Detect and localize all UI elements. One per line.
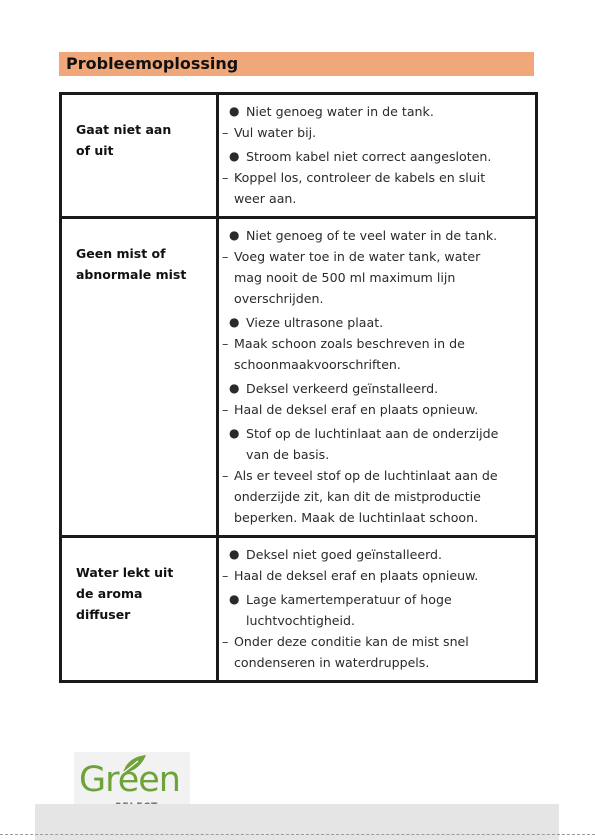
cause-text: Deksel niet goed geïnstalleerd. — [246, 547, 443, 562]
solution-text: Haal de deksel eraf en plaats opnieuw. — [234, 568, 479, 583]
dash-icon: – — [222, 125, 229, 140]
dash-icon: – — [222, 170, 229, 185]
solution-item — [222, 465, 529, 528]
dash-icon: – — [222, 634, 229, 649]
cause-item — [222, 312, 529, 333]
problem-label: of uit — [76, 143, 114, 158]
solution-text: Vul water bij. — [234, 125, 317, 140]
problem-label: Gaat niet aan — [76, 122, 172, 137]
problem-label: de aroma — [76, 586, 143, 601]
solution-text: mag nooit de 500 ml maximum lijn — [234, 270, 456, 285]
solution-text: overschrijden. — [234, 291, 324, 306]
cause-text: Niet genoeg water in de tank. — [246, 104, 434, 119]
solution-text: Voeg water toe in de water tank, water — [234, 249, 481, 264]
solution-text: weer aan. — [234, 191, 297, 206]
bullet-icon: ● — [229, 592, 240, 606]
bullet-icon: ● — [229, 315, 240, 329]
bullet-icon: ● — [229, 104, 240, 118]
problem-cell — [61, 218, 218, 537]
solution-text: onderzijde zit, kan dit de mistproductie — [234, 489, 481, 504]
solution-cell — [218, 218, 537, 537]
solution-text: Onder deze conditie kan de mist snel — [234, 634, 469, 649]
solution-item — [222, 565, 529, 586]
cause-text: Deksel verkeerd geïnstalleerd. — [246, 381, 439, 396]
problem-label: abnormale mist — [76, 267, 187, 282]
cause-item — [222, 378, 529, 399]
cause-text: Lage kamertemperatuur of hoge — [246, 592, 452, 607]
solution-text: Haal de deksel eraf en plaats opnieuw. — [234, 402, 479, 417]
cause-text: Niet genoeg of te veel water in de tank. — [246, 228, 498, 243]
solution-item — [222, 631, 529, 673]
dash-icon: – — [222, 249, 229, 264]
problem-label: diffuser — [76, 607, 131, 622]
solution-cell — [218, 94, 537, 218]
dash-icon: – — [222, 402, 229, 417]
cause-text: Vieze ultrasone plaat. — [246, 315, 384, 330]
solution-text: schoonmaakvoorschriften. — [234, 357, 401, 372]
table-row — [61, 94, 537, 218]
dash-icon: – — [222, 468, 229, 483]
solution-item — [222, 399, 529, 420]
cause-item — [222, 544, 529, 565]
bullet-icon: ● — [229, 426, 240, 440]
dash-icon: – — [222, 336, 229, 351]
logo-word: Green — [79, 760, 180, 800]
cause-item — [222, 101, 529, 122]
footer-divider — [0, 834, 595, 839]
problem-cell — [61, 537, 218, 682]
table-row — [61, 218, 537, 537]
solution-text: Maak schoon zoals beschreven in de — [234, 336, 465, 351]
cause-item — [222, 146, 529, 167]
dash-icon: – — [222, 568, 229, 583]
problem-label: Geen mist of — [76, 246, 166, 261]
troubleshooting-table — [59, 92, 538, 683]
problem-cell — [61, 94, 218, 218]
bullet-icon: ● — [229, 149, 240, 163]
cause-text: luchtvochtigheid. — [246, 613, 356, 628]
solution-item — [222, 333, 529, 375]
solution-text: Als er teveel stof op de luchtinlaat aan de — [234, 468, 498, 483]
table-row — [61, 537, 537, 682]
solution-cell — [218, 537, 537, 682]
solution-text: beperken. Maak de luchtinlaat schoon. — [234, 510, 479, 525]
cause-text: Stof op de luchtinlaat aan de onderzijde — [246, 426, 499, 441]
cause-item — [222, 423, 529, 465]
solution-text: condenseren in waterdruppels. — [234, 655, 430, 670]
cause-text: Stroom kabel niet correct aangesloten. — [246, 149, 492, 164]
bullet-icon: ● — [229, 228, 240, 242]
solution-text: Koppel los, controleer de kabels en sluit — [234, 170, 486, 185]
solution-item — [222, 167, 529, 209]
cause-item — [222, 589, 529, 631]
problem-label: Water lekt uit — [76, 565, 174, 580]
solution-item — [222, 246, 529, 309]
section-title: Probleemoplossing — [59, 52, 534, 76]
cause-item — [222, 225, 529, 246]
solution-item — [222, 122, 529, 143]
bullet-icon: ● — [229, 547, 240, 561]
cause-text: van de basis. — [246, 447, 330, 462]
bullet-icon: ● — [229, 381, 240, 395]
